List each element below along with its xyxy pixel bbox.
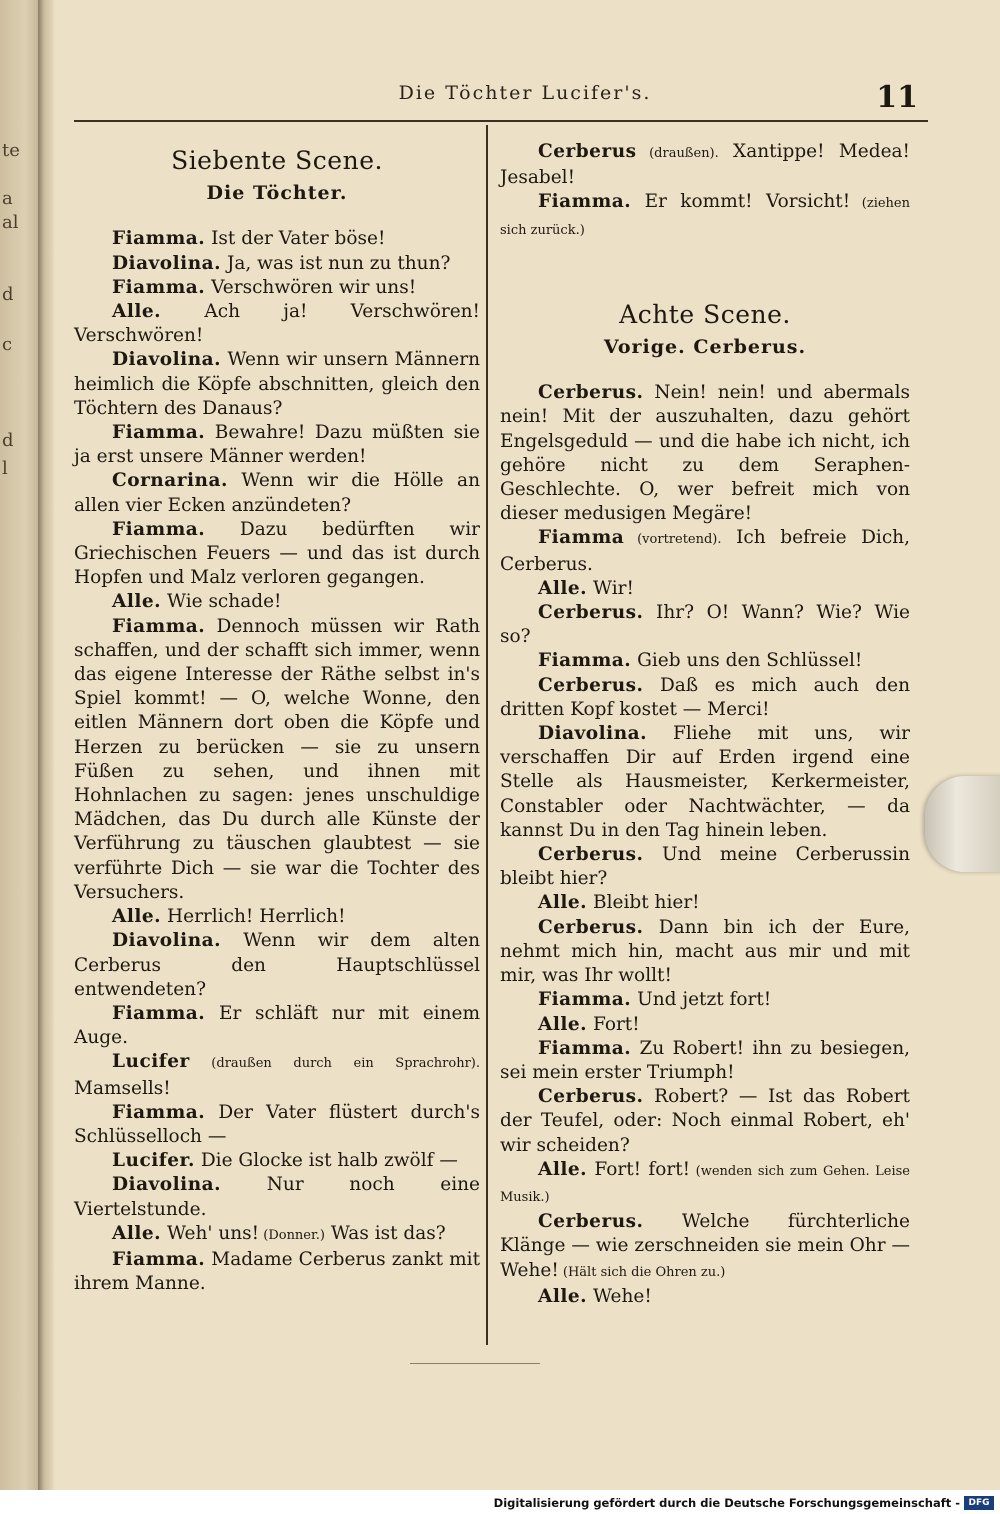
- dialogue-text: Dazu bedürften wir Griechischen Feuers — und das ist durch Hopfen und Malz verloren gegangen.: [74, 518, 480, 589]
- dialogue-text: Wie schade!: [161, 591, 282, 613]
- speaker-name: Cerberus.: [538, 916, 644, 938]
- speaker-name: Diavolina.: [112, 252, 222, 274]
- dialogue-text: Wir!: [587, 577, 634, 599]
- dialogue-line: [500, 722, 910, 843]
- scene-title: Siebente Scene.: [171, 146, 383, 175]
- speaker-name: Fiamma.: [538, 989, 632, 1011]
- speaker-name: Alle.: [538, 892, 588, 914]
- speaker-name: Cerberus: [538, 141, 637, 162]
- dialogue-line: [74, 227, 480, 251]
- speaker-name: Alle.: [112, 591, 162, 613]
- prev-page-fragment: c: [2, 334, 13, 355]
- dialogue-text: Er kommt! Vorsicht!: [631, 191, 851, 213]
- dialogue-text: Wehe!: [587, 1285, 652, 1307]
- stage-direction: (Donner.): [259, 1227, 325, 1243]
- dialogue-text: Madame Cerberus zankt mit ihrem Manne.: [74, 1248, 480, 1295]
- dialogue-text: Zu Robert! ihn zu besiegen, sei mein erster Triumph!: [500, 1037, 910, 1083]
- dialogue-line: [74, 300, 480, 348]
- speaker-name: Fiamma.: [112, 1002, 206, 1024]
- right-column: [500, 140, 910, 1309]
- dialogue-line: [74, 1149, 480, 1173]
- speaker-name: Cerberus.: [538, 1211, 644, 1233]
- prev-page-fragment: a: [2, 188, 13, 209]
- funding-notice: Digitalisierung gefördert durch die Deutsche Forschungsgemeinschaft -: [493, 1496, 960, 1510]
- dialogue-text: Bewahre! Dazu müßten sie ja erst unsere Männer werden!: [74, 422, 480, 468]
- dialogue-line: [74, 590, 480, 614]
- dialogue-text: Mamsells!: [74, 1077, 171, 1099]
- dialogue-text: Ja, was ist nun zu thun?: [221, 252, 451, 274]
- dialogue-line: [500, 674, 910, 722]
- left-column: [74, 135, 480, 1296]
- dialogue-line: [500, 381, 910, 526]
- stage-direction: (draußen durch ein Sprachrohr).: [189, 1056, 480, 1072]
- dialogue-line: [500, 1158, 910, 1210]
- footer: [0, 1492, 1000, 1514]
- dialogue-text: Nur noch eine Viertelstunde.: [74, 1174, 480, 1220]
- prev-page-fragment: d: [2, 430, 14, 451]
- book-page: [54, 0, 1000, 1490]
- dialogue-text: Fliehe mit uns, wir verschaffen Dir auf Erden irgend eine Stelle als Hausmeister, Kerkermeister, Constabler oder Nachtwächter, — da kannst Du in den Tag hinein leben.: [500, 723, 910, 841]
- dialogue-text: Xantippe! Medea! Jesabel!: [500, 141, 910, 189]
- page-clip-tab: [925, 776, 1000, 872]
- dialogue-line: [74, 1222, 480, 1248]
- dialogue-line: [74, 905, 480, 929]
- dialogue-text: Fort! fort!: [587, 1158, 691, 1180]
- dialogue-text: Robert? — Ist das Robert der Teufel, oder: Noch einmal Robert, eh' wir scheiden?: [500, 1086, 910, 1156]
- dialogue-line: [500, 988, 910, 1012]
- prev-page-fragment: d: [2, 284, 14, 305]
- dfg-logo-icon: DFG: [964, 1496, 994, 1510]
- dialogue-text: Weh' uns!: [161, 1222, 260, 1244]
- dialogue-line: [500, 140, 910, 190]
- dialogue-line: [74, 929, 480, 1002]
- dialogue-line: [500, 1210, 910, 1285]
- dialogue-text: Bleibt hier!: [587, 892, 700, 914]
- stage-direction: (vortretend).: [624, 532, 722, 548]
- header-rule: [74, 120, 928, 122]
- stage-direction: (wenden sich zum Gehen. Leise Musik.): [500, 1163, 911, 1205]
- dialogue-text: Der Vater flüstert durch's Schlüsselloch —: [74, 1101, 480, 1147]
- dialogue-line: [74, 252, 480, 276]
- previous-page-edge: [0, 0, 42, 1490]
- dialogue-text: Ist der Vater böse!: [205, 228, 386, 250]
- speaker-name: Cerberus.: [538, 602, 644, 624]
- dialogue-line: [500, 526, 910, 576]
- speaker-name: Alle.: [538, 1285, 588, 1307]
- speaker-name: Fiamma.: [112, 518, 206, 540]
- dialogue-line: [74, 1002, 480, 1050]
- speaker-name: Alle.: [112, 301, 162, 323]
- dialogue-text: Welche fürchterliche Klänge — wie zerschneiden sie mein Ohr — Wehe!: [500, 1211, 910, 1281]
- dialogue-list: [500, 381, 910, 1309]
- dialogue-line: [500, 649, 910, 673]
- speaker-name: Diavolina.: [538, 723, 648, 745]
- speaker-name: Fiamma.: [112, 228, 206, 250]
- dialogue-line: [74, 518, 480, 591]
- dialogue-line: [500, 843, 910, 891]
- speaker-name: Cerberus.: [538, 1086, 644, 1108]
- dialogue-text: Ihr? O! Wann? Wie? Wie so?: [500, 602, 910, 648]
- dialogue-line: [500, 891, 910, 915]
- dialogue-line: [500, 1037, 910, 1085]
- dialogue-line: [74, 469, 480, 517]
- dialogue-list: [74, 227, 480, 1296]
- speaker-name: Diavolina.: [112, 1174, 222, 1196]
- speaker-name: Diavolina.: [112, 349, 222, 371]
- dialogue-line: [74, 1101, 480, 1149]
- dialogue-line: [500, 601, 910, 649]
- dialogue-text: Nein! nein! und abermals nein! Mit der auszuhalten, dazu gehört Engelsgeduld — und die habe ich nicht, ich gehöre nicht zu dem Seraphen-Geschlechte. O, wer befreit mich von dieser medusigen Megäre!: [500, 382, 910, 525]
- stage-direction: (draußen).: [636, 146, 719, 161]
- dialogue-line: [500, 1285, 910, 1309]
- speaker-name: Fiamma.: [112, 1101, 206, 1123]
- book-gutter: [38, 0, 54, 1490]
- dialogue-line: [500, 577, 910, 601]
- speaker-name: Lucifer: [112, 1051, 190, 1073]
- scene-title: Achte Scene.: [619, 299, 791, 329]
- dialogue-text: Fort!: [587, 1013, 640, 1035]
- speaker-name: Fiamma.: [538, 1037, 632, 1059]
- speaker-name: Fiamma.: [112, 1248, 206, 1270]
- prev-page-fragment: al: [2, 212, 19, 233]
- speaker-name: Cerberus.: [538, 674, 644, 696]
- dialogue-text: Daß es mich auch den dritten Kopf kostet — Merci!: [500, 674, 910, 720]
- dialogue-text: Wenn wir die Hölle an allen vier Ecken anzündeten?: [74, 470, 480, 516]
- dialogue-text: Und jetzt fort!: [631, 989, 772, 1011]
- dialogue-line: [74, 1050, 480, 1100]
- dialogue-line: [500, 190, 910, 242]
- dialogue-text: Die Glocke ist halb zwölf —: [194, 1150, 458, 1172]
- speaker-name: Fiamma.: [112, 615, 206, 637]
- speaker-name: Cerberus.: [538, 844, 644, 866]
- dialogue-text: Was ist das?: [325, 1222, 446, 1244]
- speaker-name: Alle.: [538, 1013, 588, 1035]
- prev-page-fragment: te: [2, 140, 20, 161]
- speaker-name: Fiamma.: [538, 191, 632, 213]
- speaker-name: Fiamma.: [112, 276, 206, 298]
- dialogue-line: [500, 1085, 910, 1158]
- dialogue-text: Wenn wir unsern Männern heimlich die Köpfe abschnitten, gleich den Töchtern des Danaus?: [74, 349, 480, 419]
- speaker-name: Diavolina.: [112, 930, 222, 952]
- running-title: Die Töchter Lucifer's.: [398, 82, 652, 104]
- scene-cast: Vorige. Cerberus.: [603, 336, 807, 359]
- stage-direction: (Hält sich die Ohren zu.): [558, 1264, 726, 1280]
- dialogue-line: [500, 916, 910, 989]
- dialogue-text: Herrlich! Herrlich!: [161, 906, 346, 928]
- speaker-name: Alle.: [538, 577, 588, 599]
- dialogue-text: Und meine Cerberussin bleibt hier?: [500, 844, 910, 890]
- dialogue-text: Dann bin ich der Eure, nehmt mich hin, macht aus mir und mit mir, was Ihr wollt!: [500, 916, 910, 987]
- speaker-name: Cerberus.: [538, 382, 644, 404]
- dialogue-text: Verschwören wir uns!: [205, 276, 417, 298]
- scene-cast: Die Töchter.: [206, 182, 348, 205]
- dialogue-line: [74, 1248, 480, 1296]
- speaker-name: Fiamma: [538, 527, 625, 549]
- prev-page-fragment: l: [2, 458, 8, 479]
- dialogue-text: Ich befreie Dich, Cerberus.: [500, 527, 910, 575]
- speaker-name: Alle.: [112, 1222, 162, 1244]
- bottom-rule: [410, 1363, 540, 1364]
- speaker-name: Alle.: [538, 1158, 588, 1180]
- dialogue-line: [500, 1013, 910, 1037]
- dialogue-text: Gieb uns den Schlüssel!: [631, 650, 863, 672]
- dialogue-line: [74, 421, 480, 469]
- dialogue-line: [74, 348, 480, 421]
- stage-direction: (ziehen sich zurück.): [500, 196, 910, 238]
- page-number: 11: [876, 80, 918, 115]
- dialogue-list: [500, 140, 910, 243]
- speaker-name: Fiamma.: [538, 650, 632, 672]
- dialogue-text: Er schläft nur mit einem Auge.: [74, 1002, 480, 1049]
- speaker-name: Lucifer.: [112, 1150, 195, 1172]
- speaker-name: Cornarina.: [112, 470, 228, 492]
- speaker-name: Fiamma.: [112, 422, 206, 444]
- dialogue-line: [74, 615, 480, 905]
- dialogue-line: [74, 1173, 480, 1221]
- dialogue-line: [74, 276, 480, 300]
- speaker-name: Alle.: [112, 906, 162, 928]
- column-divider: [486, 125, 488, 1345]
- dialogue-text: Wenn wir dem alten Cerberus den Hauptschlüssel entwendeten?: [74, 930, 480, 1000]
- dialogue-text: Ach ja! Verschwören! Verschwören!: [74, 301, 480, 347]
- dialogue-text: Dennoch müssen wir Rath schaffen, und der schafft sich immer, wenn das eigene Interesse der Räthe selbst in's Spiel kommt! — O, welche Wonne, den eitlen Männern dort oben die Köpfe und Herzen zu berücken — sie zu unsern Füßen zu sehen, und ihnen mit Hohnlachen zu sagen: jenes unschuldige Mädchen, das Du durch alle Künste der Verführung zu täuschen glaubtest — sie verführte Dich — sie war die Tochter des Versuchers.: [74, 615, 480, 903]
